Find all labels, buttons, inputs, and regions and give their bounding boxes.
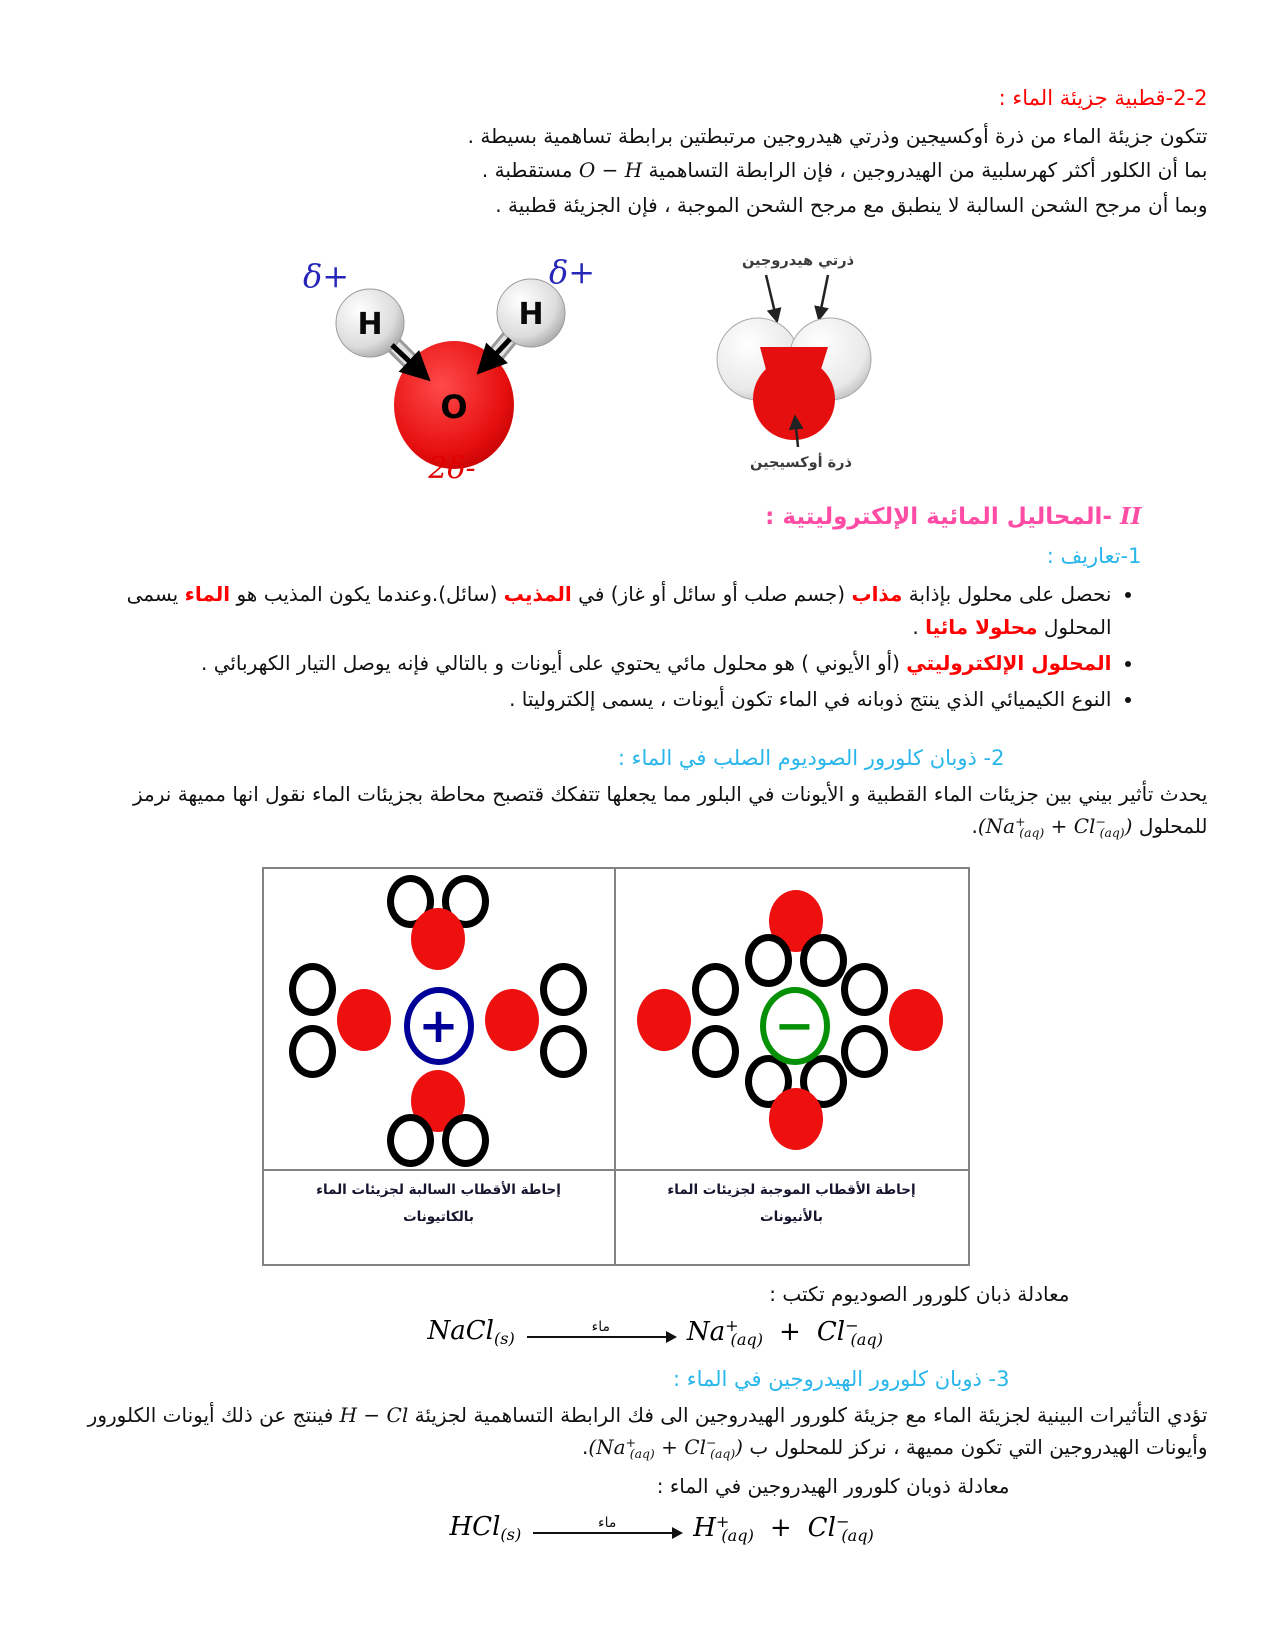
- period: .: [971, 814, 978, 839]
- cation-symbol: Na: [686, 1316, 726, 1347]
- water-molecule: [840, 968, 944, 1072]
- heading-hcl-dissolution: 3- ذوبان كلورور الهيدروجين في الماء :: [672, 1366, 1010, 1391]
- hcl-equation-intro: معادلة ذوبان كلورور الهيدروجين في الماء :: [656, 1473, 1010, 1498]
- reactant-state: (s): [493, 1329, 515, 1349]
- arrow-label-water: ماء: [591, 1318, 610, 1335]
- plus-sign: +: [1044, 814, 1074, 839]
- paren: (: [977, 814, 986, 839]
- polarity-line-2-end: مستقطبة .: [481, 158, 579, 183]
- water-molecule: [484, 968, 588, 1072]
- h-left-label: H: [356, 307, 383, 343]
- anion-hydration-panel: [616, 869, 968, 1169]
- reactant-state: (s): [500, 1525, 522, 1545]
- ion-pair-formula: [978, 814, 1133, 838]
- heading-nacl-dissolution: 2- ذوبان كلورور الصوديوم الصلب في الماء :: [617, 745, 1005, 770]
- anion-caption: [616, 1169, 968, 1264]
- cation-charge: +: [725, 1315, 739, 1335]
- product-anion: [808, 1512, 874, 1545]
- cation-icon: [404, 987, 474, 1065]
- anion-charge: −: [1095, 814, 1106, 830]
- hydrogen-circle: [745, 934, 792, 987]
- anion-state: (aq): [710, 1445, 736, 1461]
- paren: (: [588, 1435, 597, 1460]
- polarity-line-1: تتكون جزيئة الماء من ذرة أوكسيجين وذرتي هيدروجين مرتبطتين برابطة تساهمية بسيطة .: [467, 124, 1208, 148]
- delta-plus-left-label: +δ: [302, 257, 349, 296]
- cation-state: (aq): [730, 1329, 764, 1349]
- spacefill-water-model: [706, 247, 886, 475]
- cation-symbol: Na: [596, 1435, 626, 1460]
- term-electrolytic-solution: المحلول الإلكتروليتي: [906, 650, 1112, 675]
- reactant-symbol: HCl: [449, 1512, 501, 1543]
- water-molecule: [386, 877, 490, 981]
- hydrogen-pointer-right-icon: [819, 275, 828, 319]
- plus-sign: +: [654, 1435, 685, 1460]
- plus-sign: +: [779, 1317, 801, 1348]
- oxygen-ellipse: [889, 989, 943, 1051]
- hydrogen-circle: [692, 963, 739, 1016]
- hydrogen-circle: [692, 1025, 739, 1078]
- def1-text: نحصل على محلول بإذابة: [902, 582, 1112, 607]
- def1-text: يسمى المحلول: [126, 582, 1112, 639]
- o-label: O: [439, 388, 468, 427]
- anion-state: (aq): [850, 1329, 883, 1349]
- reactant: [428, 1316, 515, 1348]
- delta-plus-right-label: +δ: [548, 253, 595, 292]
- anion-state: (aq): [1099, 824, 1125, 840]
- minus-glyph: −: [774, 997, 815, 1054]
- product-anion: [817, 1316, 883, 1349]
- term-solute: مذاب: [851, 582, 903, 607]
- paren: ): [1124, 814, 1133, 839]
- reactant: [450, 1512, 522, 1544]
- cation-state: (aq): [1019, 824, 1045, 840]
- anion-symbol: Cl: [816, 1316, 846, 1347]
- definition-electrolytic-solution: [68, 647, 1112, 679]
- cation-state: (aq): [629, 1445, 655, 1461]
- reaction-arrow: [527, 1319, 675, 1346]
- hydrogen-circle: [289, 1025, 336, 1078]
- arrow-label-water: ماء: [598, 1514, 617, 1531]
- plus-glyph: +: [418, 997, 459, 1054]
- anion-charge: −: [845, 1315, 859, 1335]
- hcl-bond-formula: H − Cl: [339, 1402, 409, 1427]
- polarity-line-2-text: بما أن الكلور أكثر كهرسلبية من الهيدروجين ، فإن الرابطة التساهمية: [642, 158, 1208, 183]
- definition-electrolyte: [68, 683, 1112, 715]
- oxygen-ellipse: [411, 908, 465, 970]
- nacl-dissolution-equation: [428, 1316, 884, 1349]
- h-right-label: H: [517, 297, 544, 333]
- water-molecule-figures: [68, 245, 1208, 485]
- cation-charge: +: [625, 1435, 636, 1451]
- roman-numeral: II: [1119, 503, 1142, 531]
- cation-hydration-panel: [264, 869, 616, 1169]
- delta-minus-label: -2δ: [427, 451, 476, 481]
- cation-symbol: H: [693, 1512, 716, 1543]
- nacl-equation-wrap: [68, 1306, 1208, 1349]
- oxygen-ellipse: [485, 989, 539, 1051]
- hydrogen-circle: [442, 1114, 489, 1167]
- reactant-symbol: NaCl: [427, 1316, 494, 1347]
- polarity-line-2: [68, 154, 1208, 186]
- hydrogen-circle: [540, 963, 587, 1016]
- ballstick-water-model: [294, 245, 609, 480]
- reaction-arrow: [533, 1515, 681, 1542]
- anion-icon: [760, 987, 830, 1065]
- def1-text: (سائل).وعندما يكون المذيب هو: [230, 582, 504, 607]
- water-molecule: [636, 968, 740, 1072]
- hydrogen-circle: [841, 963, 888, 1016]
- anion-symbol: Cl: [684, 1435, 706, 1460]
- definitions-list: [68, 578, 1208, 716]
- water-molecule: [744, 881, 848, 985]
- anion-charge: −: [705, 1435, 717, 1451]
- anion-caption-line2: بالأنيونات: [760, 1209, 823, 1226]
- heading-electrolytic-text: -المحاليل المائية الإلكتروليتية :: [765, 504, 1120, 531]
- hcl-dissolution-equation: [450, 1512, 874, 1545]
- cation-charge: +: [715, 1511, 730, 1531]
- term-aqueous-solution: محلولا مائيا: [925, 614, 1038, 639]
- hydration-figure-table: [262, 867, 970, 1266]
- heading-electrolytic-solutions: [68, 503, 1142, 530]
- heading-water-polarity: 2-2-قطبية جزيئة الماء :: [998, 86, 1208, 110]
- oxygen-ellipse: [769, 1088, 823, 1150]
- hcl-paragraph-text: تؤدي التأثيرات البينية لجزيئة الماء مع جزيئة كلورور الهيدروجين الى فك الرابطة التساهمية لجزيئة: [408, 1402, 1208, 1427]
- def3-text: النوع الكيميائي الذي ينتج ذوبانه في الماء تكون أيونات ، يسمى إلكتروليتا .: [509, 687, 1112, 712]
- hydrogen-circle: [540, 1025, 587, 1078]
- hydrogen-circle: [289, 963, 336, 1016]
- anion-state: (aq): [841, 1525, 874, 1545]
- water-molecule: [744, 1057, 848, 1161]
- hydrogen-circle: [841, 1025, 888, 1078]
- nacl-paragraph: [68, 778, 1208, 843]
- polarity-line-3: وبما أن مرجح الشحن السالبة لا ينطبق مع مرجح الشحن الموجبة ، فإن الجزيئة قطبية .: [495, 192, 1208, 217]
- anion-caption-line1: إحاطة الأقطاب الموجبة لجزيئات الماء: [667, 1181, 916, 1198]
- definition-solute: [68, 578, 1112, 643]
- term-solvent: المذيب: [503, 582, 572, 607]
- cation-symbol: Na: [985, 814, 1016, 839]
- def1-text: .: [912, 614, 926, 639]
- anion-symbol: Cl: [1073, 814, 1096, 839]
- ion-pair-formula: [588, 1435, 743, 1459]
- anion-symbol: Cl: [807, 1512, 836, 1543]
- hcl-paragraph: [68, 1399, 1208, 1464]
- hydrogen-circle: [387, 1114, 434, 1167]
- hydrogens-label: ذرتي هيدروجين: [741, 253, 854, 270]
- product-cation: [687, 1316, 763, 1349]
- hcl-equation-wrap: [68, 1498, 1208, 1545]
- nacl-paragraph-text: يحدث تأثير بيني بين جزيئات الماء القطبية و الأيونات في البلور مما يجعلها تتفكك قتصبح محاطة بجزيئات الماء نقول انها مميهة نرمز للمحلول: [133, 781, 1208, 839]
- cation-caption: [264, 1169, 616, 1264]
- oh-bond-formula: O − H: [578, 158, 643, 183]
- heading-definitions: 1-تعاريف :: [1046, 544, 1142, 569]
- cation-caption-line2: بالكاتيونات: [403, 1209, 474, 1226]
- nacl-equation-intro: معادلة ذبان كلورور الصوديوم تكتب :: [769, 1281, 1070, 1306]
- def2-text: (أو الأيوني ) هو محلول مائي يحتوي على أيونات و بالتالي فإنه يوصل التيار الكهربائي .: [200, 650, 907, 675]
- def1-text: (جسم صلب أو سائل أو غاز) في: [571, 582, 852, 607]
- period: .: [581, 1435, 589, 1460]
- cation-state: (aq): [721, 1525, 754, 1545]
- right-arrow-icon: [533, 1532, 681, 1534]
- water-molecule: [288, 968, 392, 1072]
- water-molecule: [386, 1061, 490, 1165]
- right-arrow-icon: [527, 1336, 675, 1338]
- hcl-paragraph-text2: فينتج عن ذلك أيونات الكلورور وأيونات الهيدروجين التي تكون مميهة ، نركز للمحلول ب: [87, 1402, 1208, 1460]
- oxygen-ellipse: [337, 989, 391, 1051]
- hydrogen-pointer-left-icon: [766, 275, 777, 321]
- plus-sign: +: [769, 1513, 792, 1544]
- product-cation: [693, 1512, 754, 1545]
- document-page: [68, 0, 1208, 1545]
- anion-charge: −: [835, 1511, 850, 1531]
- cation-caption-line1: إحاطة الأقطاب السالبة لجزيئات الماء: [316, 1181, 561, 1198]
- cation-charge: +: [1015, 814, 1026, 830]
- oxygen-label: ذرة أوكسيجين: [749, 455, 852, 472]
- paren: ): [735, 1435, 743, 1460]
- term-water: الماء: [184, 582, 231, 607]
- oxygen-ellipse: [637, 989, 691, 1051]
